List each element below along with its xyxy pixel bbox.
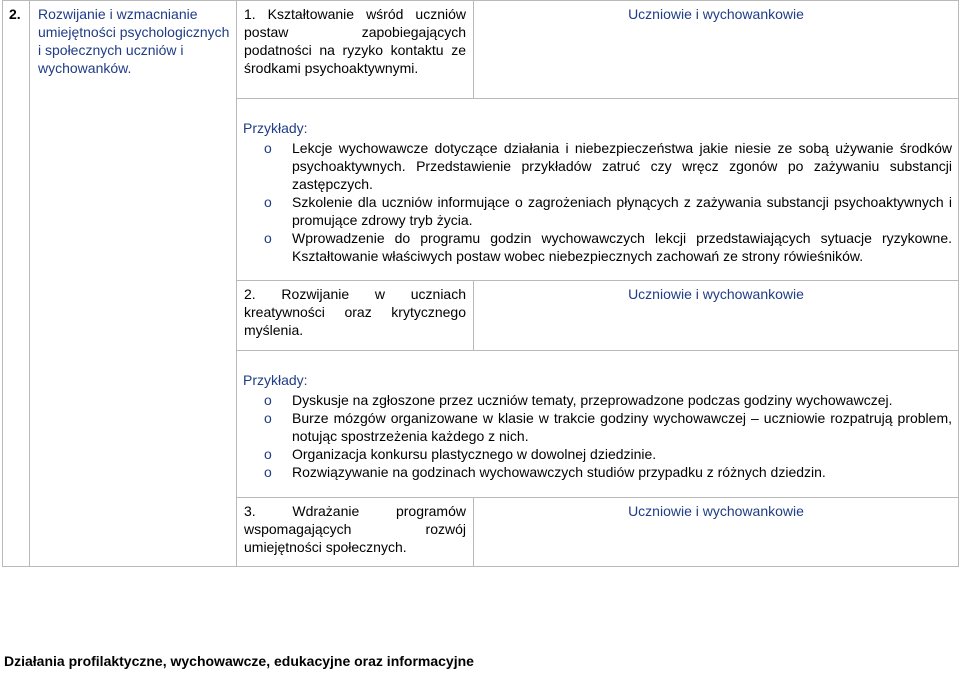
target-text-3: Uczniowie i wychowankowie [628, 503, 804, 519]
task-cell-1 [237, 1, 474, 99]
section-number-text: 2. [9, 6, 21, 22]
examples-cell-2 [237, 351, 959, 498]
target-cell-2 [474, 281, 959, 351]
list-item: o Wprowadzenie do programu godzin wychowawczych lekcji przedstawiających sytuacje ryzykowne. Kształtowanie właściwych postaw wobec niebezpiecznych zachowań ze strony rówieśników. [264, 230, 952, 264]
section-number [3, 1, 30, 567]
bullet-icon: o [264, 446, 272, 462]
list-item: o Dyskusje na zgłoszone przez uczniów tematy, przeprowadzone podczas godziny wychowawczej. [264, 392, 893, 408]
list-item: o Organizacja konkursu plastycznego w dowolnej dziedzinie. [264, 446, 657, 462]
bullet-icon: o [264, 140, 272, 156]
bullet-icon: o [264, 194, 272, 210]
bullet-icon: o [264, 392, 272, 408]
bullet-icon: o [264, 230, 272, 246]
task-cell-2 [237, 281, 474, 351]
task-text-2: 2. Rozwijanie w uczniach kreatywności oraz krytycznego myślenia. [244, 286, 466, 338]
list-item: o Rozwiązywanie na godzinach wychowawczych studiów przypadku z różnych dziedzin. [264, 464, 826, 480]
examples-list-2 [243, 391, 952, 481]
bullet-icon: o [264, 410, 272, 426]
list-item: o Szkolenie dla uczniów informujące o zagrożeniach płynących z zażywania substancji psychoaktywnych i promujące zdrowy tryb życia. [264, 194, 952, 228]
bullet-icon: o [264, 464, 272, 480]
list-item: o Lekcje wychowawcze dotyczące działania i niebezpieczeństwa jakie niesie ze sobą używanie środków psychoaktywnych. Przedstawienie przykładów zatruć czy wręcz zgonów po zażywaniu substancji zastępczych. [264, 140, 952, 192]
section-heading: Działania profilaktyczne, wychowawcze, edukacyjne oraz informacyjne [4, 653, 474, 669]
target-text-2: Uczniowie i wychowankowie [628, 286, 804, 302]
task-text-3: 3. Wdrażanie programów wspomagających rozwój umiejętności społecznych. [244, 503, 466, 555]
area-text: Rozwijanie i wzmacnianie umiejętności psychologicznych i społecznych uczniów i wychowanków. [38, 6, 230, 76]
target-cell-1 [474, 1, 959, 99]
examples-list-1 [243, 139, 952, 265]
examples-title-1: Przykłady: [243, 120, 308, 136]
target-cell-3 [474, 498, 959, 567]
list-item: o Burze mózgów organizowane w klasie w trakcie godziny wychowawczej – uczniowie rozpatrują problem, notując spostrzeżenia każdego z nich. [264, 410, 952, 444]
task-text-1: 1. Kształtowanie wśród uczniów postaw zapobiegających podatności na ryzyko kontaktu ze środkami psychoaktywnymi. [244, 6, 466, 76]
task-cell-3 [237, 498, 474, 567]
examples-title-2: Przykłady: [243, 372, 308, 388]
program-table [2, 0, 959, 567]
table-row [3, 1, 959, 99]
examples-cell-1 [237, 99, 959, 281]
area-cell [30, 1, 237, 567]
target-text-1: Uczniowie i wychowankowie [628, 6, 804, 22]
